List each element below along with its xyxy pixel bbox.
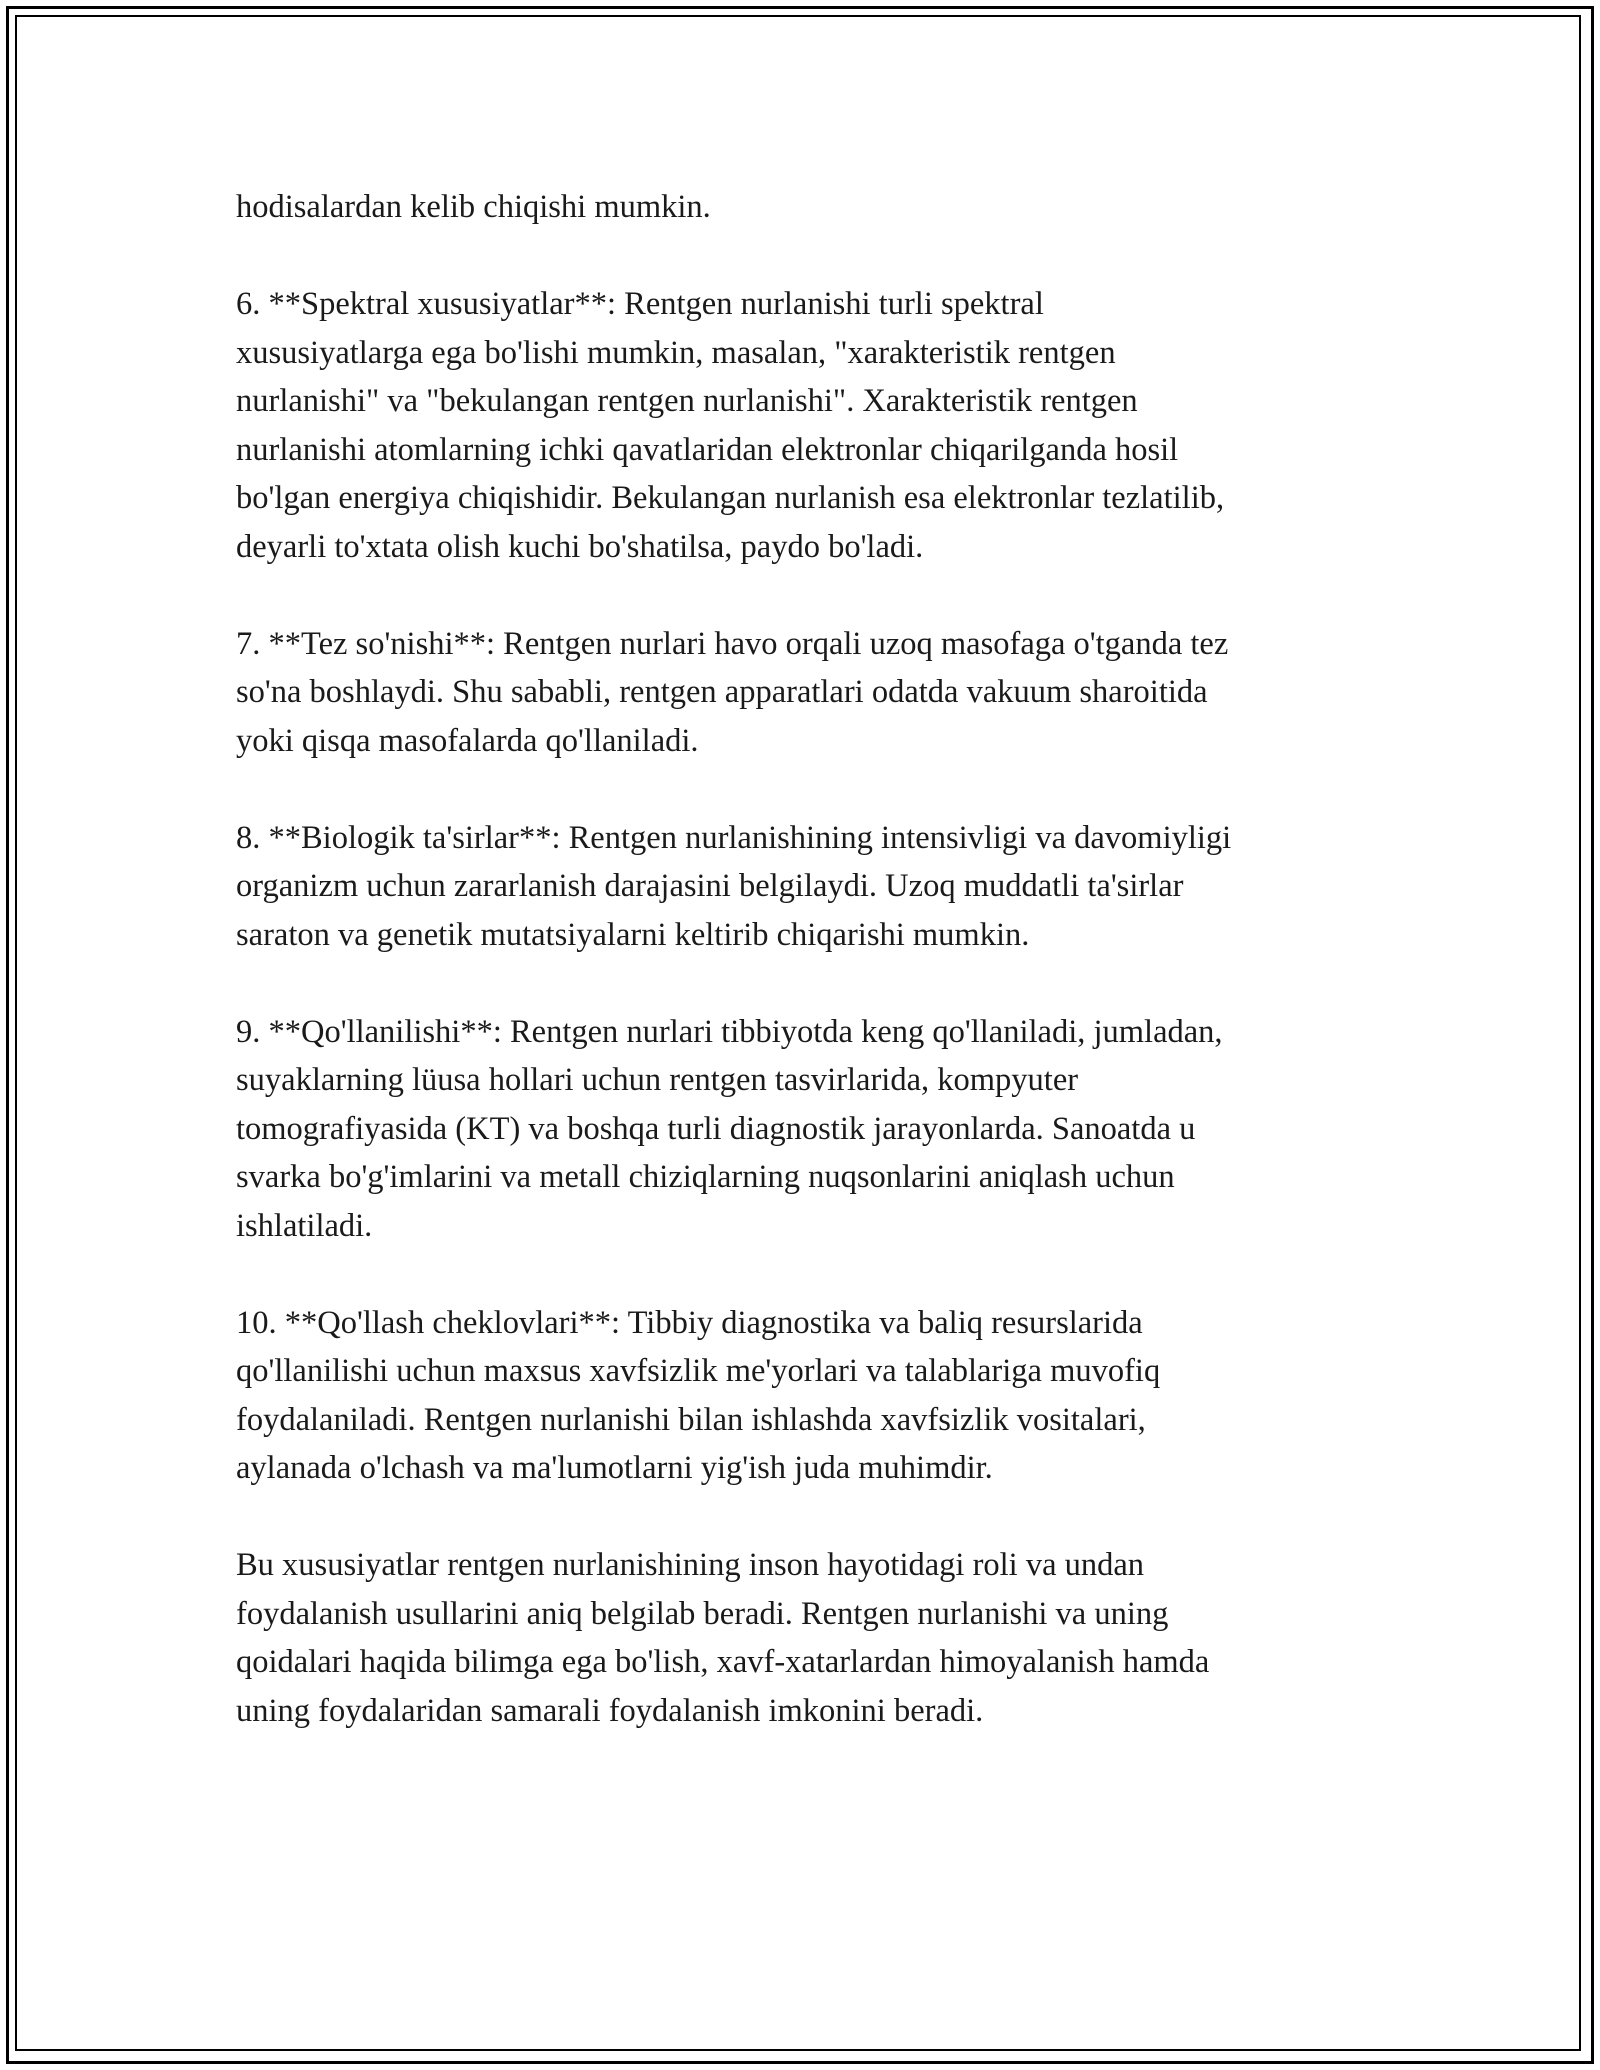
paragraph-item-7: 7. **Tez so'nishi**: Rentgen nurlari havo orqali uzoq masofaga o'tganda tez so'na boshlaydi. Shu sababli, rentgen apparatlari odatda vakuum sharoitida yoki qisqa masofalarda qo'llaniladi. (236, 625, 1229, 759)
paragraph-conclusion: Bu xususiyatlar rentgen nurlanishining inson hayotidagi roli va undan foydalanish usullarini aniq belgilab beradi. Rentgen nurlanishi va uning qoidalari haqida bilimga ega bo'lish, xavf-xatarlardan himoyalanish hamda uning foydalaridan samarali foydalanish imkonini beradi. (236, 1547, 1210, 1729)
paragraph-item-10: 10. **Qo'llash cheklovlari**: Tibbiy diagnostika va baliq resurslarida qo'llanilishi uchun maxsus xavfsizlik me'yorlari va talablariga muvofiq foydalaniladi. Rentgen nurlanishi bilan ishlashda xavfsizlik vositalari, aylanada o'lchash va ma'lumotlarni yig'ish juda muhimdir. (236, 1304, 1161, 1486)
document-body (236, 183, 1386, 1735)
paragraph-item-6: 6. **Spektral xususiyatlar**: Rentgen nurlanishi turli spektral xususiyatlarga ega bo'lishi mumkin, masalan, "xarakteristik rentgen nurlanishi" va "bekulangan rentgen nurlanishi". Xarakteristik rentgen nurlanishi atomlarning ichki qavatlaridan elektronlar chiqarilganda hosil bo'lgan energiya chiqishidir. Bekulangan nurlanish esa elektronlar tezlatilib, deyarli to'xtata olish kuchi bo'shatilsa, paydo bo'ladi. (236, 286, 1225, 565)
paragraph-item-9: 9. **Qo'llanilishi**: Rentgen nurlari tibbiyotda keng qo'llaniladi, jumladan, suyaklarning lüusa hollari uchun rentgen tasvirlarida, kompyuter tomografiyasida (KT) va boshqa turli diagnostik jarayonlarda. Sanoatda u svarka bo'g'imlarini va metall chiziqlarning nuqsonlarini aniqlash uchun ishlatiladi. (236, 1013, 1223, 1244)
paragraph-continuation: hodisalardan kelib chiqishi mumkin. (236, 189, 711, 225)
paragraph-item-8: 8. **Biologik ta'sirlar**: Rentgen nurlanishining intensivligi va davomiyligi organizm uchun zararlanish darajasini belgilaydi. Uzoq muddatli ta'sirlar saraton va genetik mutatsiyalarni keltirib chiqarishi mumkin. (236, 819, 1232, 953)
